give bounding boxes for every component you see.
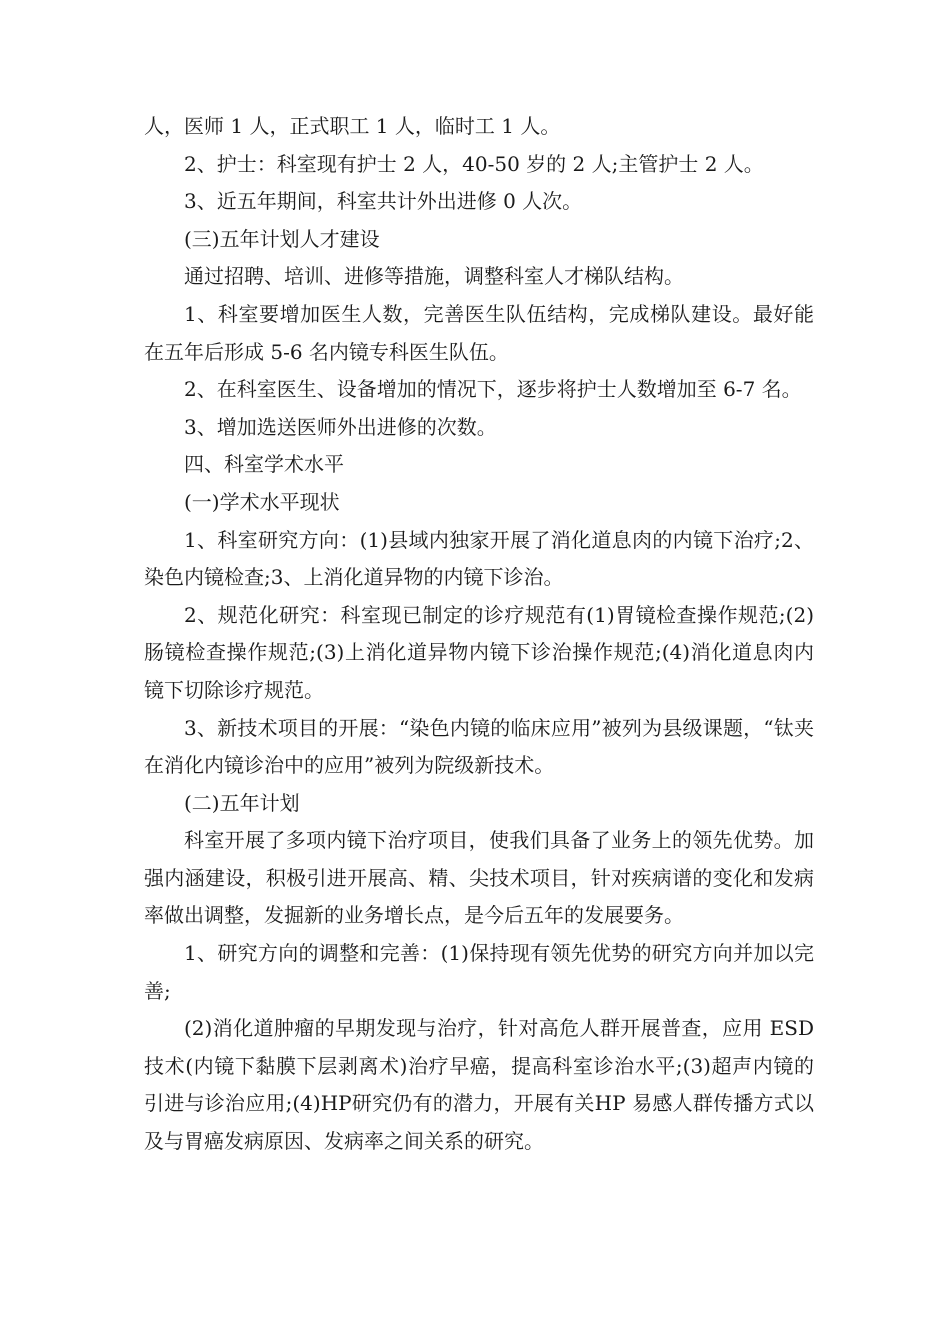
paragraph-plan-item-1: 1、研究方向的调整和完善：(1)保持现有领先优势的研究方向并加以完善;	[144, 941, 814, 1003]
paragraph-training-count: 3、近五年期间，科室共计外出进修 0 人次。	[184, 189, 583, 214]
heading-five-year-plan: (二)五年计划	[184, 790, 300, 815]
heading-academic-status: (一)学术水平现状	[184, 489, 340, 514]
paragraph-new-technology: 3、新技术项目的开展：“染色内镜的临床应用”被列为县级课题，“钛夹在消化内镜诊治中的应用”被列为院级新技术。	[144, 715, 814, 778]
paragraph-talent-intro: 通过招聘、培训、进修等措施，调整科室人才梯队结构。	[184, 264, 684, 289]
paragraph-nurses: 2、护士：科室现有护士 2 人，40-50 岁的 2 人;主管护士 2 人。	[184, 151, 764, 176]
paragraph-research-direction: 1、科室研究方向：(1)县域内独家开展了消化道息肉的内镜下治疗;2、染色内镜检查;3、上消化道异物的内镜下诊治。	[144, 527, 814, 590]
paragraph-talent-item-3: 3、增加选送医师外出进修的次数。	[184, 414, 497, 439]
paragraph-standardization: 2、规范化研究：科室现已制定的诊疗规范有(1)胃镜检查操作规范;(2)肠镜检查操作规范;(3)上消化道异物内镜下诊治操作规范;(4)消化道息肉内镜下切除诊疗规范。	[144, 602, 814, 702]
paragraph-talent-item-2: 2、在科室医生、设备增加的情况下，逐步将护士人数增加至 6-7 名。	[184, 377, 802, 402]
paragraph-plan-item-2: (2)消化道肿瘤的早期发现与治疗，针对高危人群开展普查，应用 ESD 技术(内镜下黏膜下层剥离术)治疗早癌，提高科室诊治水平;(3)超声内镜的引进与诊治应用;(4)HP研究仍有的潜力，开展有关HP 易感人群传播方式以及与胃癌发病原因、发病率之间关系的研究。	[144, 1016, 814, 1154]
paragraph-plan-intro: 科室开展了多项内镜下治疗项目，使我们具备了业务上的领先优势。加强内涵建设，积极引进开展高、精、尖技术项目，针对疾病谱的变化和发病率做出调整，发掘新的业务增长点，是今后五年的发展要务。	[144, 828, 814, 928]
heading-academic-level: 四、科室学术水平	[184, 452, 344, 477]
document-body	[144, 108, 814, 1161]
heading-talent-plan: (三)五年计划人才建设	[184, 226, 380, 251]
paragraph-talent-item-1: 1、科室要增加医生人数，完善医生队伍结构，完成梯队建设。最好能在五年后形成 5-6 名内镜专科医生队伍。	[144, 301, 814, 364]
paragraph-continuation: 人，医师 1 人，正式职工 1 人，临时工 1 人。	[144, 114, 561, 138]
